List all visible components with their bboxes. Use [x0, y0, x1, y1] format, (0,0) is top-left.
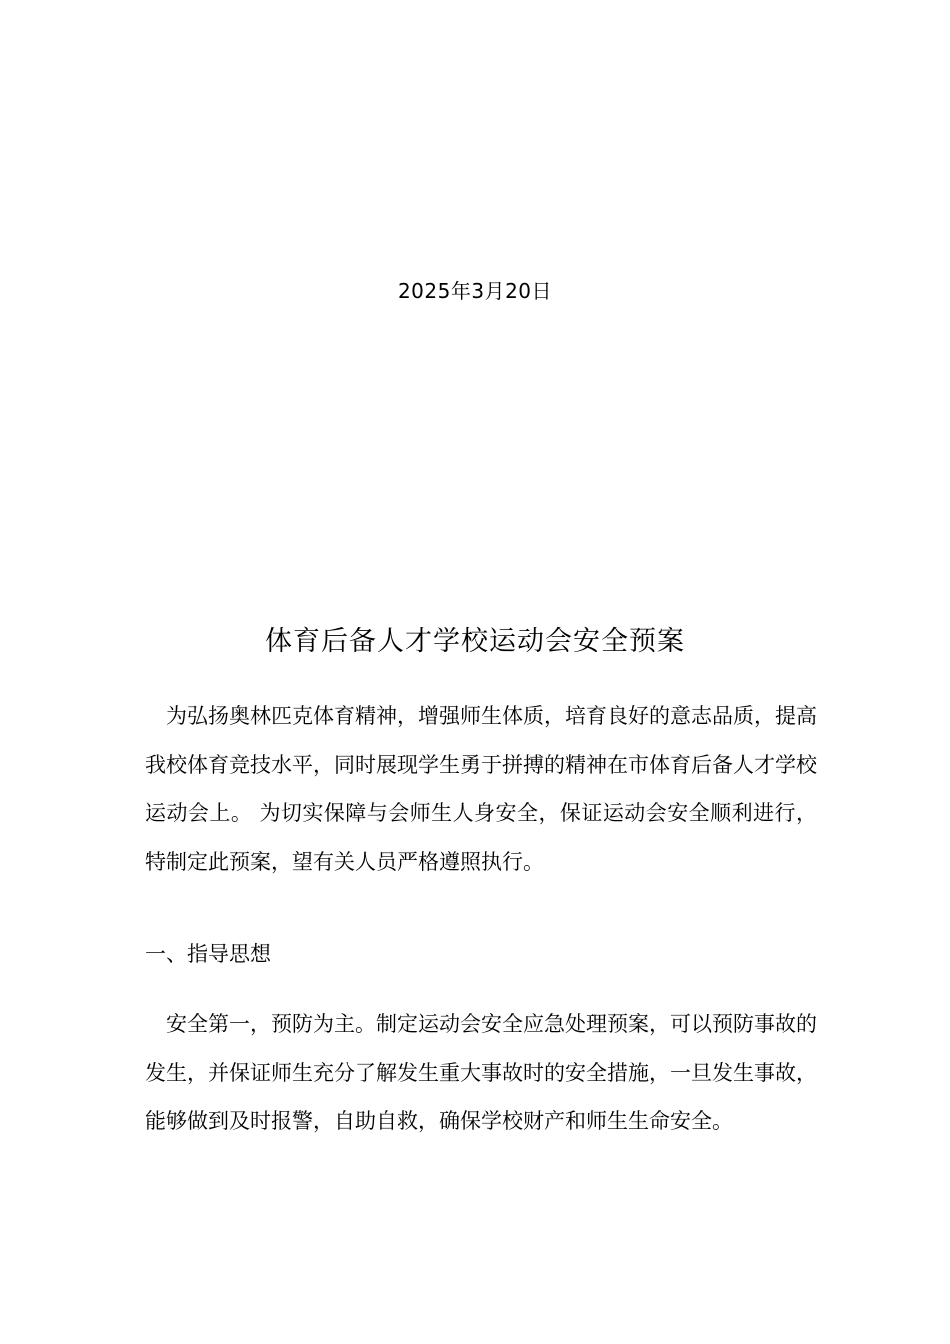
document-date: 2025年3月20日: [397, 279, 553, 303]
intro-paragraph: 为弘扬奥林匹克体育精神，增强师生体质，培育良好的意志品质，提高我校体育竞技水平，同时展现学生勇于拼搏的精神在市体育后备人才学校运动会上。 为切实保障与会师生人身安全，保证运动会安全顺利进行，特制定此预案，望有关人员严格遵照执行。: [145, 704, 817, 874]
section-heading-guiding-ideology: 一、指导思想: [145, 942, 271, 966]
document-title: 体育后备人才学校运动会安全预案: [265, 626, 685, 657]
guiding-ideology-paragraph: 安全第一，预防为主。制定运动会安全应急处理预案，可以预防事故的发生，并保证师生充分了解发生重大事故时的安全措施，一旦发生事故，能够做到及时报警，自助自救，确保学校财产和师生生命安全。: [145, 1012, 817, 1133]
